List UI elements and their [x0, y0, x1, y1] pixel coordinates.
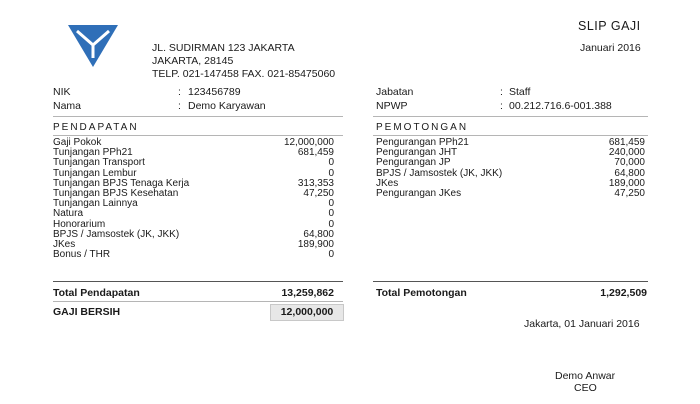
deduction-item-value: 70,000	[614, 157, 645, 169]
income-total-value: 13,259,862	[281, 287, 334, 299]
deductions-total-value: 1,292,509	[600, 287, 647, 299]
income-heading: PENDAPATAN	[53, 122, 139, 133]
jabatan-colon: :	[500, 86, 503, 98]
nik-colon: :	[178, 86, 181, 98]
income-total-rule	[53, 281, 343, 282]
deduction-item-label: Pengurangan JKes	[376, 187, 462, 199]
place-date: Jakarta, 01 Januari 2016	[524, 318, 640, 330]
net-value-box: 12,000,000	[270, 304, 344, 321]
income-item-value: 0	[328, 167, 334, 179]
jabatan-label: Jabatan	[376, 86, 414, 98]
deduction-item-value: 681,459	[608, 137, 645, 148]
address-line-3: TELP. 021-147458 FAX. 021-85475060	[152, 68, 336, 80]
net-label: GAJI BERSIH	[53, 306, 121, 318]
nama-label: Nama	[53, 100, 82, 112]
section-rule-left	[53, 116, 343, 117]
deduction-item-value: 64,800	[614, 167, 645, 179]
income-item-label: Tunjangan BPJS Kesehatan	[53, 187, 179, 199]
npwp-label: NPWP	[376, 100, 408, 112]
income-item-value: 0	[328, 249, 334, 261]
deductions-values	[545, 138, 645, 199]
income-total-label: Total Pendapatan	[53, 287, 140, 299]
deduction-item-label: Pengurangan PPh21	[376, 137, 469, 148]
income-item-label: Tunjangan PPh21	[53, 147, 133, 159]
period: Januari 2016	[580, 42, 641, 54]
npwp-colon: :	[500, 100, 503, 112]
deductions-total-rule	[373, 281, 648, 282]
income-item-value: 0	[328, 208, 334, 220]
income-item-label: Bonus / THR	[53, 249, 111, 261]
income-item-label: Honorarium	[53, 218, 106, 230]
deductions-header-rule	[373, 135, 648, 136]
deduction-item-label: Pengurangan JP	[376, 157, 451, 169]
income-item-value: 12,000,000	[283, 137, 334, 148]
deduction-item-value: 189,000	[608, 177, 645, 189]
deductions-total-label: Total Pemotongan	[376, 287, 467, 299]
income-item-value: 189,900	[297, 238, 334, 250]
income-values	[234, 138, 334, 260]
income-item-value: 313,353	[297, 177, 334, 189]
income-item-label: Tunjangan Lembur	[53, 167, 137, 179]
income-item-value: 0	[328, 157, 334, 169]
income-item-label: BPJS / Jamsostek (JK, JKK)	[53, 228, 180, 240]
income-header-rule	[53, 135, 343, 136]
document-title: SLIP GAJI	[578, 19, 641, 33]
nik-value: 123456789	[188, 86, 241, 98]
income-item-value: 681,459	[297, 147, 334, 159]
income-item-label: Gaji Pokok	[53, 137, 102, 148]
income-item-value: 0	[328, 198, 334, 210]
deduction-item-label: BPJS / Jamsostek (JK, JKK)	[376, 167, 503, 179]
signer-title: CEO	[574, 382, 597, 394]
deduction-item-value: 47,250	[614, 187, 645, 199]
deduction-item-label: Pengurangan JHT	[376, 147, 458, 159]
income-item-label: Tunjangan Transport	[53, 157, 145, 169]
company-logo-icon	[68, 25, 118, 69]
income-item-value: 47,250	[303, 187, 334, 199]
income-item-label: Tunjangan BPJS Tenaga Kerja	[53, 177, 190, 189]
income-item-value: 0	[328, 218, 334, 230]
nama-colon: :	[178, 100, 181, 112]
section-rule-right	[373, 116, 648, 117]
income-item-label: JKes	[53, 238, 76, 250]
income-item-label: Tunjangan Lainnya	[53, 198, 138, 210]
deduction-item-label: JKes	[376, 177, 399, 189]
income-item-label: Natura	[53, 208, 84, 220]
nik-label: NIK	[53, 86, 71, 98]
income-item-value: 64,800	[303, 228, 334, 240]
signer-name: Demo Anwar	[555, 370, 616, 382]
npwp-value: 00.212.716.6-001.388	[509, 100, 612, 112]
jabatan-value: Staff	[509, 86, 531, 98]
address-line-2: JAKARTA, 28145	[152, 55, 234, 67]
deductions-heading: PEMOTONGAN	[376, 122, 469, 133]
net-rule	[53, 301, 343, 302]
address-line-1: JL. SUDIRMAN 123 JAKARTA	[152, 42, 295, 54]
nama-value: Demo Karyawan	[188, 100, 266, 112]
deduction-item-value: 240,000	[608, 147, 645, 159]
